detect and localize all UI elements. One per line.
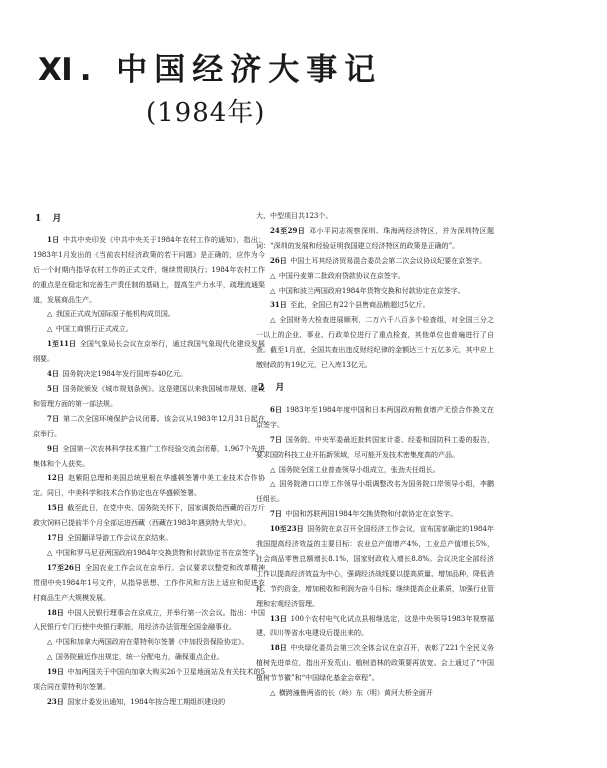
- entry-text: 邓小平同志视察深圳、珠海两经济特区，并为深圳特区题词：“深圳的发展和经验证明我国建立经济特区的政策是正确的”。: [256, 226, 494, 250]
- entry-date: 24至29日: [270, 225, 306, 235]
- entry-date: 9日: [47, 443, 59, 453]
- entry-date: 1日: [47, 234, 60, 244]
- chronicle-entry: [33, 561, 265, 606]
- chronicle-entry: [256, 641, 494, 686]
- right-entries-2: [256, 403, 494, 701]
- page-subtitle: (1984年): [146, 98, 266, 128]
- entry-text: 中国土耳其经济贸易混合委员会第二次会议协议纪要在京签字。: [290, 256, 487, 265]
- entry-date: △: [47, 309, 53, 319]
- chronicle-entry: [33, 307, 265, 322]
- entry-text: 100个农村电气化试点县相继选定，这是中央领导1983年视察福建、四川等省水电建设后提出来的。: [256, 614, 494, 638]
- chronicle-entry: [33, 531, 265, 546]
- entry-text: 我国正式成为国际原子能机构成员国。: [55, 310, 175, 319]
- left-column: [33, 210, 265, 710]
- page-title: Ⅺ. 中国经济大事记: [38, 52, 383, 88]
- entry-text: 中国和加拿大两国政府在蒙特利尔签署《中加投资保险协定》。: [55, 638, 249, 647]
- entry-date: △: [270, 479, 276, 489]
- chronicle-entry: [33, 442, 265, 472]
- chronicle-entry: [256, 433, 494, 463]
- chronicle-entry: [256, 522, 494, 611]
- chronicle-entry: [33, 412, 265, 442]
- entry-text: 至此，全国已有22个县售商品粮超过5亿斤。: [290, 301, 430, 310]
- chronicle-entry: [256, 269, 494, 284]
- month-heading: 1 月: [35, 214, 66, 224]
- entry-date: 18日: [47, 607, 64, 617]
- chronicle-entry: [33, 382, 265, 412]
- entry-text: 截至此日，在党中央、国务院关怀下，国家调拨给西藏的百万斤救灾饲料已提前半个月全部运进西藏（西藏在1983年遇到特大旱灾）。: [33, 504, 265, 528]
- entry-date: △: [47, 324, 53, 334]
- chronicle-entry: [33, 695, 265, 710]
- chronicle-entry: [33, 501, 265, 531]
- entry-date: 4日: [47, 369, 59, 379]
- entry-text: 国家计委发出通知，1984年按合理工期组织建设的: [67, 698, 226, 706]
- entry-date: 31日: [270, 300, 287, 310]
- entry-date: 17日: [47, 533, 64, 543]
- entry-date: △: [47, 637, 53, 647]
- entry-date: 7日: [47, 413, 60, 423]
- chronicle-entry: [33, 471, 265, 501]
- entry-text: 中国和罗马尼亚两国政府1984年交换货物和付款协定书在京签字。: [55, 548, 263, 557]
- entry-date: 23日: [47, 697, 64, 706]
- entry-date: △: [270, 315, 276, 325]
- entry-text: 国务院港口口岸工作领导小组调整改名为国务院口岸领导小组，李鹏任组长。: [256, 480, 495, 504]
- chronicle-entry: [256, 612, 494, 642]
- entry-date: 1至11日: [47, 339, 77, 349]
- entry-text: 国务院最近作出规定，统一分配电力，确保重点企业。: [55, 653, 224, 662]
- entry-date: 15日: [47, 503, 64, 513]
- entry-text: 全国财务大检查进展顺利，二万六千八百多个检查组，对全国三分之一以上的企业、事业、行政单位进行了重点检查，其他单位也普遍进行了自查。截至1月底，全国共查出违反财经纪律的金额达三十五亿多元，其中应上缴财政的有19亿元，已入库13亿元。: [256, 316, 495, 370]
- chronicle-entry: [33, 665, 265, 695]
- chronicle-entry: [256, 463, 494, 478]
- entry-date: 12日: [47, 473, 65, 483]
- right-column: [256, 209, 494, 701]
- entry-text: 中国工商银行正式成立。: [55, 325, 133, 334]
- chronicle-entry: [256, 224, 494, 254]
- chronicle-entry: [256, 313, 494, 373]
- chronicle-entry: [256, 403, 494, 433]
- entry-date: 5日: [47, 383, 60, 393]
- entry-date: 26日: [270, 255, 287, 265]
- chronicle-entry: [256, 284, 494, 299]
- chronicle-entry: [256, 298, 494, 313]
- entry-date: 10至23日: [270, 524, 304, 534]
- chronicle-entry: [33, 337, 265, 367]
- entry-text: 中国和苏联两国1984年交换货物和付款协定在京签字。: [285, 510, 458, 519]
- chronicle-entry: [256, 686, 494, 701]
- entry-text: 中国人民银行理事会在京成立，并举行第一次会议。指出：中国人民银行专门行使中央银行职能，用经济办法管理全国金融事业。: [33, 608, 265, 632]
- right-entries: [256, 224, 494, 373]
- entry-text: 全国气象局长会议在京举行，通过我国气象现代化建设发展纲要。: [33, 340, 265, 364]
- entry-text: 国务院、中央军委最近批转国家计委、经委和国防科工委的报告，要求国防科技工业开拓新领域，尽可能开发技术密集度高的产品。: [256, 435, 494, 459]
- chronicle-entry: [33, 650, 265, 665]
- entry-date: △: [270, 688, 276, 698]
- entry-text: 全国第一次农林科学技术推广工作经验交流会闭幕，1,967个先进集体和个人获奖。: [33, 444, 265, 468]
- entry-date: 17至26日: [47, 562, 82, 572]
- entry-text: 全国翻译导游工作会议在京结束。: [67, 534, 173, 543]
- entry-date: 19日: [47, 667, 64, 677]
- entry-date: △: [270, 285, 276, 295]
- entry-text: 中共中央印发《中共中央关于1984年农村工作的通知》，指出：1983年1月发出的《当前农村经济政策的若干问题》是正确的，应作为今后一个时期内指导农村工作的正式文件，继续贯彻执行；1984年农村工作的重点是在稳定和完善生产责任制的基础上，提高生产力水平，疏理流通渠道，发展商品生产。: [33, 235, 265, 304]
- entry-text: 中国丹麦第二批政府贷款协议在京签字。: [278, 271, 405, 280]
- month-heading: 2 月: [258, 382, 289, 393]
- left-entries: [33, 233, 265, 710]
- chronicle-entry: [256, 507, 494, 522]
- entry-date: 18日: [270, 643, 287, 653]
- continued-text: 大、中型项目共123个。: [256, 212, 333, 220]
- entry-date: 13日: [270, 613, 288, 623]
- chronicle-entry: [256, 254, 494, 269]
- chronicle-entry: [33, 367, 265, 382]
- entry-text: 国务院决定1984年发行国库券40亿元。: [62, 370, 188, 379]
- entry-text: 赵紫阳总理和美国总统里根在华盛顿签署中美工业技术合作协定。同日，中美科学和技术合作协定也在华盛顿签署。: [33, 474, 266, 498]
- entry-date: △: [47, 652, 53, 662]
- entry-date: 6日: [270, 404, 283, 414]
- entry-date: 7日: [270, 434, 283, 444]
- entry-text: 国务院在京召开全国经济工作会议，宣布国家确定的1984年我国提高经济效益的主要目标：农业总产值增产4%，工业总产值增长5%，社会商品零售总额增长8.1%，国家财政收入增长8.8%。会议决定全部经济工作以提高经济效益为中心，强调经济战线要以提高质量、增加品种，降低消耗、节约资金，增加税收和利润为奋斗目标；继续提高企业素质，加强行业管理和宏观经济管理。: [256, 525, 494, 608]
- entry-text: 中央绿化委员会第三次全体会议在京召开，表彰了221个全民义务植树先进单位，指出开发荒山、植树造林的政策要再放宽。会上通过了“中国植树节节徽”和“中国绿化基金会章程”。: [256, 644, 494, 683]
- entry-text: 国务院全国工业普查领导小组成立，张劲夫任组长。: [278, 465, 440, 474]
- entry-date: △: [47, 547, 53, 557]
- chronicle-entry: [256, 477, 494, 507]
- entry-text: 中加两国关于中国向加拿大购买26个卫星地面站及有关技术的5项合同在蒙特利尔签署。: [33, 668, 265, 692]
- entry-text: 1983年至1984年度中国和日本两国政府粮食增产无偿合作换文在京签字。: [256, 405, 494, 429]
- entry-text: 中国和波兰两国政府1984年货物交换和付款协定在京签字。: [278, 286, 465, 295]
- entry-text: 国务院颁发《城市规划条例》。这是建国以来我国城市规划、建设和管理方面的第一部法规。: [33, 384, 266, 408]
- entry-text: 全国农业工作会议在京举行。会议要求以整党和改革精神贯彻中央1984年1号文件，从指导思想、工作作风和方法上适应和促进农村商品生产大规模发展。: [33, 563, 265, 602]
- chronicle-entry: [33, 322, 265, 337]
- entry-date: △: [270, 464, 276, 474]
- chronicle-entry: [33, 546, 265, 561]
- entry-text: 横跨潼鲁两省的长（岭）东（明）黄河大桥全面开: [278, 689, 433, 698]
- chronicle-entry: [33, 635, 265, 650]
- chronicle-entry: [33, 606, 265, 636]
- entry-text: 第二次全国环境保护会议闭幕。该会议从1983年12月31日起在京举行。: [33, 414, 265, 438]
- entry-date: 7日: [270, 509, 282, 519]
- chronicle-entry: [33, 233, 265, 308]
- entry-date: △: [270, 270, 276, 280]
